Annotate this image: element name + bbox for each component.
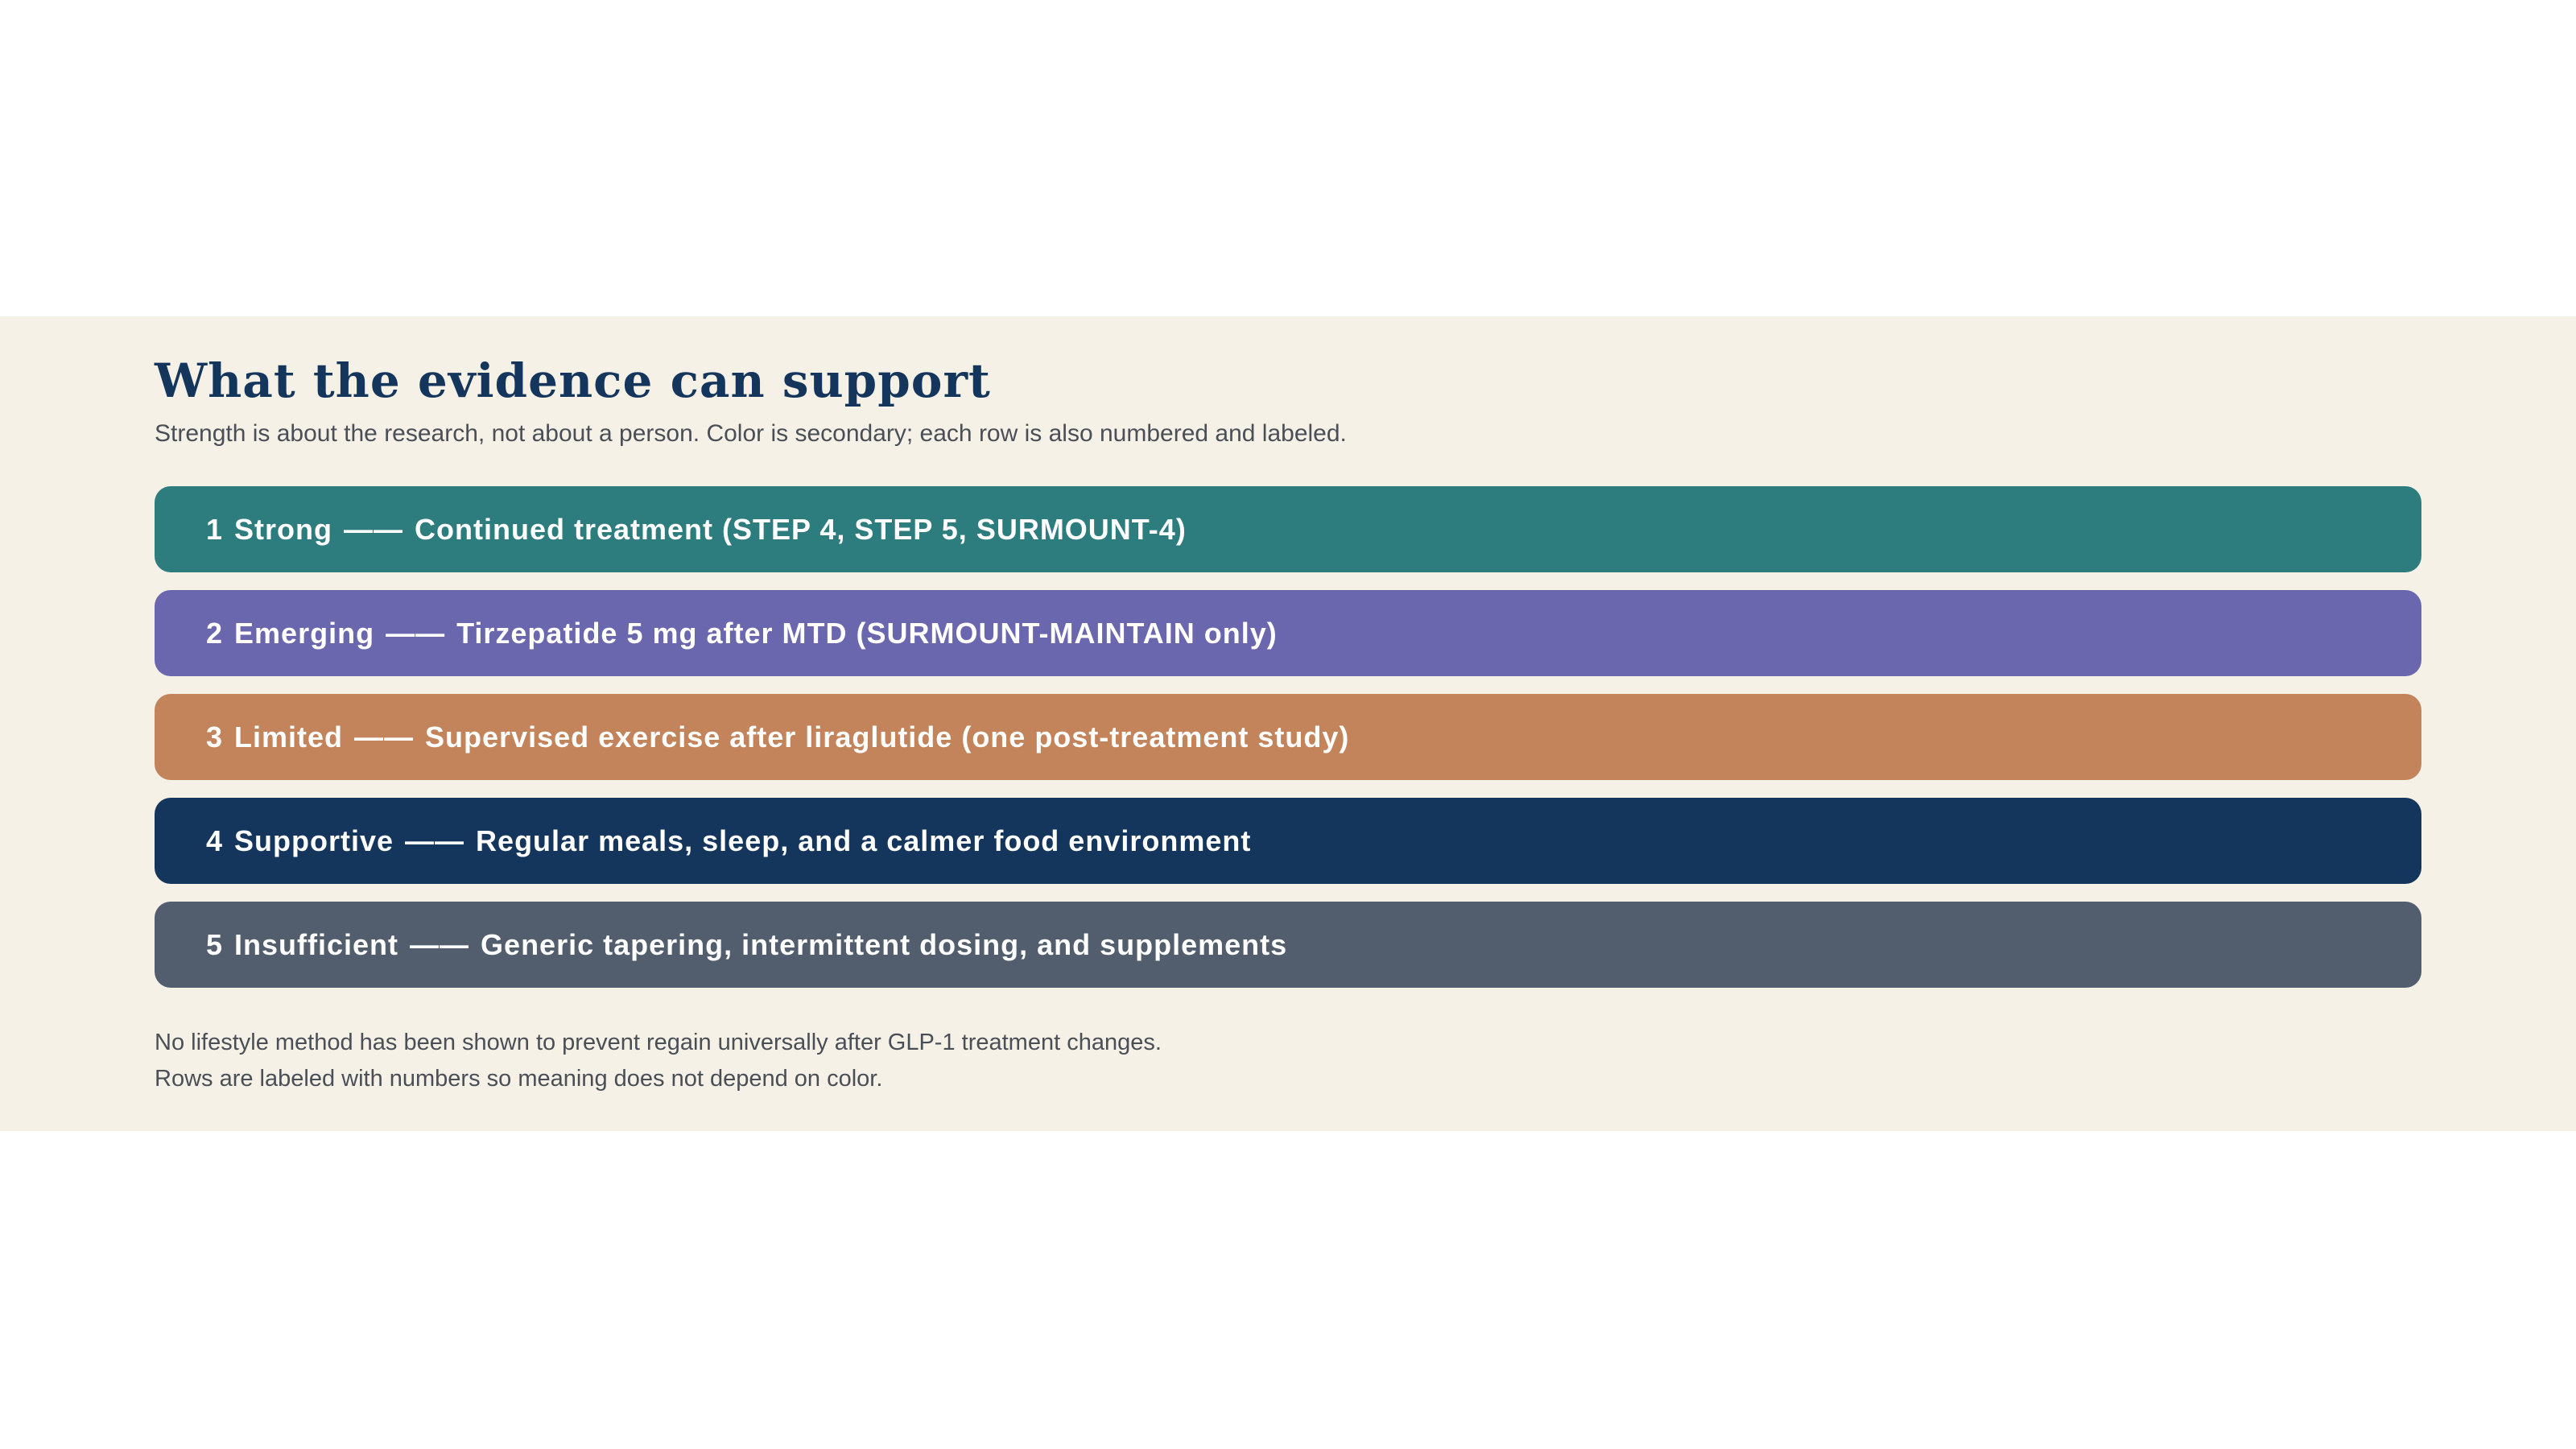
row-description: Supervised exercise after liraglutide (one post-treatment study) xyxy=(425,720,1350,753)
row-separator: —— xyxy=(386,616,446,650)
row-strength-label: Limited xyxy=(234,720,344,753)
row-number: 4 xyxy=(206,824,224,857)
row-number: 3 xyxy=(206,720,224,753)
row-description: Generic tapering, intermittent dosing, and supplements xyxy=(481,927,1288,961)
footnotes xyxy=(155,1025,1162,1097)
footnote-labels: Rows are labeled with numbers so meaning does not depend on color. xyxy=(155,1066,883,1092)
evidence-panel xyxy=(0,316,2576,1131)
row-description: Tirzepatide 5 mg after MTD (SURMOUNT-MAINTAIN only) xyxy=(456,616,1278,650)
row-separator: —— xyxy=(405,824,465,857)
row-separator: —— xyxy=(354,720,415,753)
evidence-row-supportive xyxy=(155,798,2421,884)
evidence-row-limited xyxy=(155,694,2421,780)
row-number: 1 xyxy=(206,512,224,546)
row-strength-label: Insufficient xyxy=(234,927,399,961)
row-strength-label: Emerging xyxy=(234,616,375,650)
row-number: 5 xyxy=(206,927,224,961)
page-subtitle: Strength is about the research, not about a person. Color is secondary; each row is also numbered and labeled. xyxy=(155,420,1347,447)
row-strength-label: Supportive xyxy=(234,824,394,857)
row-description: Regular meals, sleep, and a calmer food environment xyxy=(476,824,1252,857)
row-description: Continued treatment (STEP 4, STEP 5, SURMOUNT-4) xyxy=(415,512,1187,546)
row-separator: —— xyxy=(344,512,404,546)
footnote-lifestyle: No lifestyle method has been shown to prevent regain universally after GLP-1 treatment changes. xyxy=(155,1030,1162,1055)
row-strength-label: Strong xyxy=(234,512,333,546)
page-title: What the evidence can support xyxy=(155,353,991,408)
row-separator: —— xyxy=(410,927,470,961)
evidence-row-strong xyxy=(155,486,2421,572)
evidence-row-emerging xyxy=(155,590,2421,676)
row-number: 2 xyxy=(206,616,224,650)
evidence-row-insufficient xyxy=(155,902,2421,988)
